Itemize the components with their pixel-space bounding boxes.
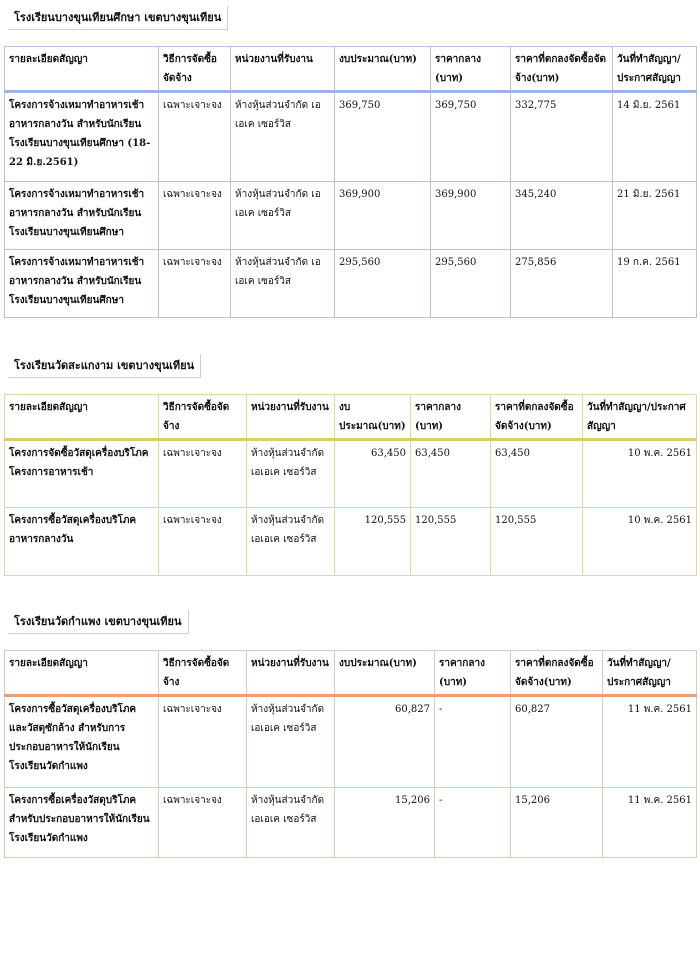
contract-median-price: - — [435, 788, 511, 858]
table-row — [5, 788, 697, 858]
header-contract-date: วันที่ทำสัญญา/ประกาศสัญญา — [603, 651, 697, 696]
contract-median-price: 369,750 — [431, 92, 511, 182]
contract-budget: 369,900 — [335, 182, 431, 250]
contract-date: 21 มิ.ย. 2561 — [613, 182, 697, 250]
contract-method: เฉพาะเจาะจง — [159, 440, 247, 508]
contract-method: เฉพาะเจาะจง — [159, 508, 247, 576]
contract-method: เฉพาะเจาะจง — [159, 788, 247, 858]
header-method: วิธีการจัดซื้อจัดจ้าง — [159, 395, 247, 440]
header-budget: งบประมาณ(บาท) — [335, 651, 435, 696]
contract-agency: ห้างหุ้นส่วนจำกัด เอเอเค เซอร์วิส — [231, 182, 335, 250]
contract-median-price: 369,900 — [431, 182, 511, 250]
contract-agency: ห้างหุ้นส่วนจำกัด เอเอเค เซอร์วิส — [247, 696, 335, 788]
contract-table — [4, 46, 697, 318]
section-wat-kamphaeng — [4, 610, 696, 858]
header-contract-date: วันที่ทำสัญญา/ประกาศสัญญา — [583, 395, 697, 440]
table-row — [5, 696, 697, 788]
table-row — [5, 92, 697, 182]
contract-method: เฉพาะเจาะจง — [159, 92, 231, 182]
table-header-row — [5, 395, 697, 440]
header-budget: งบประมาณ(บาท) — [335, 47, 431, 92]
contract-detail: โครงการซื้อวัสดุเครื่องบริโภคและวัสดุซักล้าง สำหรับการประกอบอาหารให้นักเรียนโรงเรียนวัดกำแพง — [5, 696, 159, 788]
contract-detail: โครงการจ้างเหมาทำอาหารเช้า อาหารกลางวัน สำหรับนักเรียนโรงเรียนบางขุนเทียนศึกษา — [5, 182, 159, 250]
contract-agency: ห้างหุ้นส่วนจำกัด เอเอเค เซอร์วิส — [231, 250, 335, 318]
contract-budget: 120,555 — [335, 508, 411, 576]
section-bangkhuntian-suksa — [4, 6, 696, 318]
section-title: โรงเรียนวัดสะแกงาม เขตบางขุนเทียน — [8, 354, 201, 378]
contract-date: 11 พ.ค. 2561 — [603, 696, 697, 788]
table-row — [5, 250, 697, 318]
contract-method: เฉพาะเจาะจง — [159, 696, 247, 788]
header-method: วิธีการจัดซื้อจัดจ้าง — [159, 651, 247, 696]
contract-detail: โครงการซื้อเครื่องวัสดุบริโภค สำหรับประกอบอาหารให้นักเรียนโรงเรียนวัดกำแพง — [5, 788, 159, 858]
table-row — [5, 182, 697, 250]
contract-date: 11 พ.ค. 2561 — [603, 788, 697, 858]
header-budget: งบประมาณ(บาท) — [335, 395, 411, 440]
header-median-price: ราคากลาง (บาท) — [431, 47, 511, 92]
contract-agency: ห้างหุ้นส่วนจำกัด เอเอเค เซอร์วิส — [247, 788, 335, 858]
table-row — [5, 508, 697, 576]
contract-agency: ห้างหุ้นส่วนจำกัด เอเอเค เซอร์วิส — [247, 440, 335, 508]
contract-method: เฉพาะเจาะจง — [159, 182, 231, 250]
contract-agreed-price: 345,240 — [511, 182, 613, 250]
table-header-row — [5, 651, 697, 696]
table-row — [5, 440, 697, 508]
contract-method: เฉพาะเจาะจง — [159, 250, 231, 318]
contract-date: 10 พ.ค. 2561 — [583, 508, 697, 576]
table-header-row — [5, 47, 697, 92]
header-method: วิธีการจัดซื้อจัดจ้าง — [159, 47, 231, 92]
contract-agreed-price: 120,555 — [491, 508, 583, 576]
header-detail: รายละเอียดสัญญา — [5, 395, 159, 440]
contract-agreed-price: 275,856 — [511, 250, 613, 318]
contract-median-price: 295,560 — [431, 250, 511, 318]
header-agreed-price: ราคาที่ตกลงจัดซื้อจัดจ้าง(บาท) — [511, 651, 603, 696]
contract-median-price: 120,555 — [411, 508, 491, 576]
contract-agreed-price: 60,827 — [511, 696, 603, 788]
header-agency: หน่วยงานที่รับงาน — [247, 651, 335, 696]
header-detail: รายละเอียดสัญญา — [5, 47, 159, 92]
contract-date: 19 ก.ค. 2561 — [613, 250, 697, 318]
contract-agency: ห้างหุ้นส่วนจำกัด เอเอเค เซอร์วิส — [247, 508, 335, 576]
contract-median-price: 63,450 — [411, 440, 491, 508]
header-agency: หน่วยงานที่รับงาน — [247, 395, 335, 440]
contract-detail: โครงการจ้างเหมาทำอาหารเช้า อาหารกลางวัน สำหรับนักเรียนโรงเรียนบางขุนเทียนศึกษา — [5, 250, 159, 318]
contract-budget: 63,450 — [335, 440, 411, 508]
contract-median-price: - — [435, 696, 511, 788]
contract-budget: 60,827 — [335, 696, 435, 788]
contract-detail: โครงการซื้อวัสดุเครื่องบริโภค อาหารกลางวัน — [5, 508, 159, 576]
contract-agreed-price: 332,775 — [511, 92, 613, 182]
contract-budget: 369,750 — [335, 92, 431, 182]
header-median-price: ราคากลาง (บาท) — [411, 395, 491, 440]
contract-agency: ห้างหุ้นส่วนจำกัด เอเอเค เซอร์วิส — [231, 92, 335, 182]
contract-agreed-price: 63,450 — [491, 440, 583, 508]
section-title: โรงเรียนวัดกำแพง เขตบางขุนเทียน — [8, 610, 189, 634]
contract-budget: 295,560 — [335, 250, 431, 318]
header-contract-date: วันที่ทำสัญญา/ประกาศสัญญา — [613, 47, 697, 92]
section-title: โรงเรียนบางขุนเทียนศึกษา เขตบางขุนเทียน — [8, 6, 228, 30]
contract-agreed-price: 15,206 — [511, 788, 603, 858]
section-wat-sakae-ngam — [4, 354, 696, 576]
contract-detail: โครงการจ้างเหมาทำอาหารเช้า อาหารกลางวัน สำหรับนักเรียนโรงเรียนบางขุนเทียนศึกษา (18-22 มิ.ย.2561) — [5, 92, 159, 182]
contract-budget: 15,206 — [335, 788, 435, 858]
contract-detail: โครงการจัดซื้อวัสดุเครื่องบริโภค โครงการอาหารเช้า — [5, 440, 159, 508]
header-agreed-price: ราคาที่ตกลงจัดซื้อจัดจ้าง(บาท) — [491, 395, 583, 440]
header-detail: รายละเอียดสัญญา — [5, 651, 159, 696]
header-agreed-price: ราคาที่ตกลงจัดซื้อจัดจ้าง(บาท) — [511, 47, 613, 92]
contract-table — [4, 394, 697, 576]
contract-table — [4, 650, 697, 858]
header-agency: หน่วยงานที่รับงาน — [231, 47, 335, 92]
header-median-price: ราคากลาง (บาท) — [435, 651, 511, 696]
contract-date: 10 พ.ค. 2561 — [583, 440, 697, 508]
contract-date: 14 มิ.ย. 2561 — [613, 92, 697, 182]
